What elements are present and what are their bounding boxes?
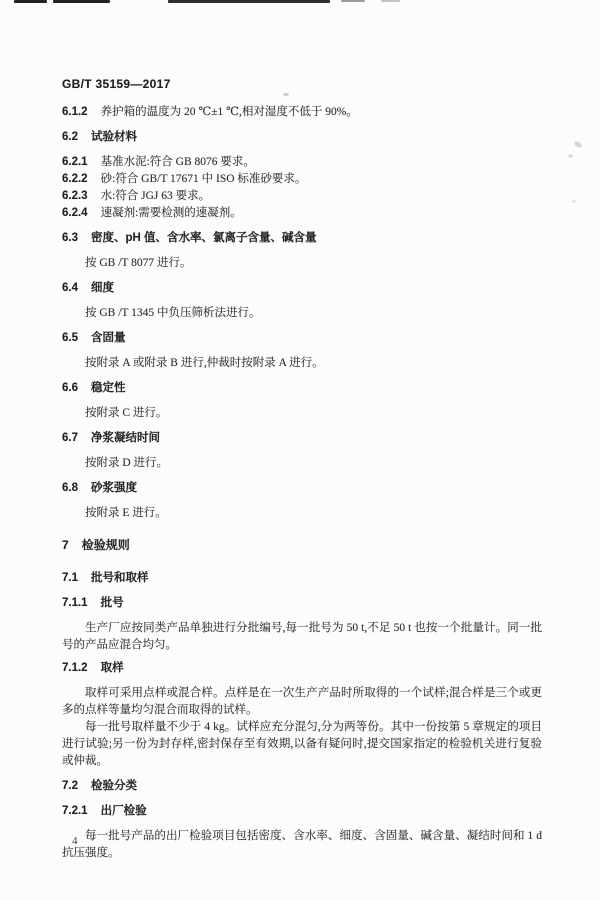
clause-text: 批号和取样: [91, 572, 149, 584]
clause-number: 6.2.2: [62, 173, 88, 185]
scan-artifact-top-edge: [381, 0, 400, 2]
clause-number: 7.1: [62, 572, 78, 584]
clause-6.3: [62, 230, 542, 247]
clause-number: 6.2.3: [62, 190, 88, 202]
clause-number: 6.7: [62, 432, 78, 444]
clause-6.7: [62, 430, 542, 447]
clause-7.1.2: [62, 660, 542, 677]
paragraph-text: 按附录 C 进行。: [85, 407, 168, 419]
paragraph: [62, 355, 542, 372]
paragraph-text: 按附录 E 进行。: [85, 507, 167, 519]
clause-number: 7.2.1: [62, 805, 88, 817]
clause-text: 批号: [100, 597, 124, 609]
clause-6.1.2: [62, 104, 542, 121]
paragraph-text: 取样可采用点样或混合样。点样是在一次生产产品时所取得的一个试样;混合样是三个或更多的点样等量均匀混合而取得的试样。: [62, 687, 542, 716]
scan-artifact-top-edge: [14, 0, 47, 3]
paragraph-text: 按 GB /T 1345 中负压筛析法进行。: [85, 307, 261, 319]
running-header-standard-number: GB/T 35159—2017: [62, 77, 171, 91]
clause-6.4: [62, 280, 542, 297]
clause-text: 检验分类: [91, 780, 137, 792]
scan-speck: [568, 154, 573, 158]
paragraph: [62, 685, 542, 719]
paragraph: [62, 505, 542, 522]
clause-6.2: [62, 129, 542, 146]
clause-7.1: [62, 570, 542, 587]
scan-speck: [572, 200, 576, 203]
clause-text: 含固量: [91, 332, 126, 344]
paragraph-text: 每一批号产品的出厂检验项目包括密度、含水率、细度、含固量、碱含量、凝结时间和 1 d 抗压强度。: [62, 830, 542, 859]
clause-number: 7.1.2: [62, 662, 88, 674]
paragraph: [62, 455, 542, 472]
clause-6.6: [62, 380, 542, 397]
clause-number: 6.8: [62, 482, 78, 494]
clause-text: 检验规则: [81, 538, 130, 552]
clause-text: 取样: [100, 662, 124, 674]
clause-6.2.1: [62, 154, 542, 171]
clause-number: 6.2.1: [62, 156, 88, 168]
paragraph: [62, 719, 542, 770]
paragraph-text: 按附录 A 或附录 B 进行,仲裁时按附录 A 进行。: [85, 357, 324, 369]
clause-text: 速凝剂:需要检测的速凝剂。: [100, 207, 242, 219]
document-body: [62, 104, 542, 862]
clause-text: 砂浆强度: [91, 482, 137, 494]
scan-artifact-top-edge: [53, 0, 110, 3]
clause-text: 密度、pH 值、含水率、氯离子含量、碱含量: [91, 232, 317, 244]
clause-text: 细度: [91, 282, 114, 294]
clause-text: 基准水泥:符合 GB 8076 要求。: [100, 156, 255, 168]
scan-artifact-top-edge: [341, 0, 365, 2]
paragraph: [62, 620, 542, 654]
clause-6.8: [62, 480, 542, 497]
paragraph: [62, 405, 542, 422]
clause-7.2.1: [62, 803, 542, 820]
clause-text: 水:符合 JGJ 63 要求。: [100, 190, 211, 202]
clause-number: 7.1.1: [62, 597, 88, 609]
clause-number: 7.2: [62, 780, 78, 792]
clause-7.2: [62, 778, 542, 795]
paragraph-text: 按 GB /T 8077 进行。: [85, 257, 192, 269]
clause-text: 养护箱的温度为 20 ℃±1 ℃,相对湿度不低于 90%。: [100, 106, 358, 118]
clause-6.2.3: [62, 188, 542, 205]
clause-6.5: [62, 330, 542, 347]
clause-6.2.2: [62, 171, 542, 188]
paragraph-text: 每一批号取样量不少于 4 kg。试样应充分混匀,分为两等份。其中一份按第 5 章规定的项目进行试验;另一份为封存样,密封保存至有效期,以备有疑问时,提交国家指定的检验机关进行复验或仲裁。: [62, 721, 542, 767]
clause-7.1.1: [62, 595, 542, 612]
clause-text: 试验材料: [91, 131, 137, 143]
clause-number: 6.5: [62, 332, 78, 344]
clause-text: 稳定性: [91, 382, 126, 394]
paragraph: [62, 828, 542, 862]
clause-number: 7: [62, 538, 69, 552]
clause-number: 6.1.2: [62, 106, 88, 118]
clause-text: 净浆凝结时间: [91, 432, 160, 444]
paragraph: [62, 255, 542, 272]
clause-number: 6.6: [62, 382, 78, 394]
paragraph: [62, 305, 542, 322]
clause-number: 6.3: [62, 232, 78, 244]
clause-number: 6.4: [62, 282, 78, 294]
paragraph-text: 生产厂应按同类产品单独进行分批编号,每一批号为 50 t,不足 50 t 也按一个批量计。同一批号的产品应混合均匀。: [62, 622, 542, 651]
document-content: [62, 76, 542, 862]
scan-artifact-top-edge: [168, 0, 330, 3]
clause-number: 6.2: [62, 131, 78, 143]
clause-text: 出厂检验: [100, 805, 147, 817]
clause-number: 6.2.4: [62, 207, 88, 219]
clause-7: [62, 537, 542, 554]
clause-text: 砂:符合 GB/T 17671 中 ISO 标准砂要求。: [100, 173, 307, 185]
paragraph-text: 按附录 D 进行。: [85, 457, 169, 469]
scan-speck: [573, 140, 582, 149]
clause-6.2.4: [62, 205, 542, 222]
page-number: 4: [72, 835, 78, 847]
